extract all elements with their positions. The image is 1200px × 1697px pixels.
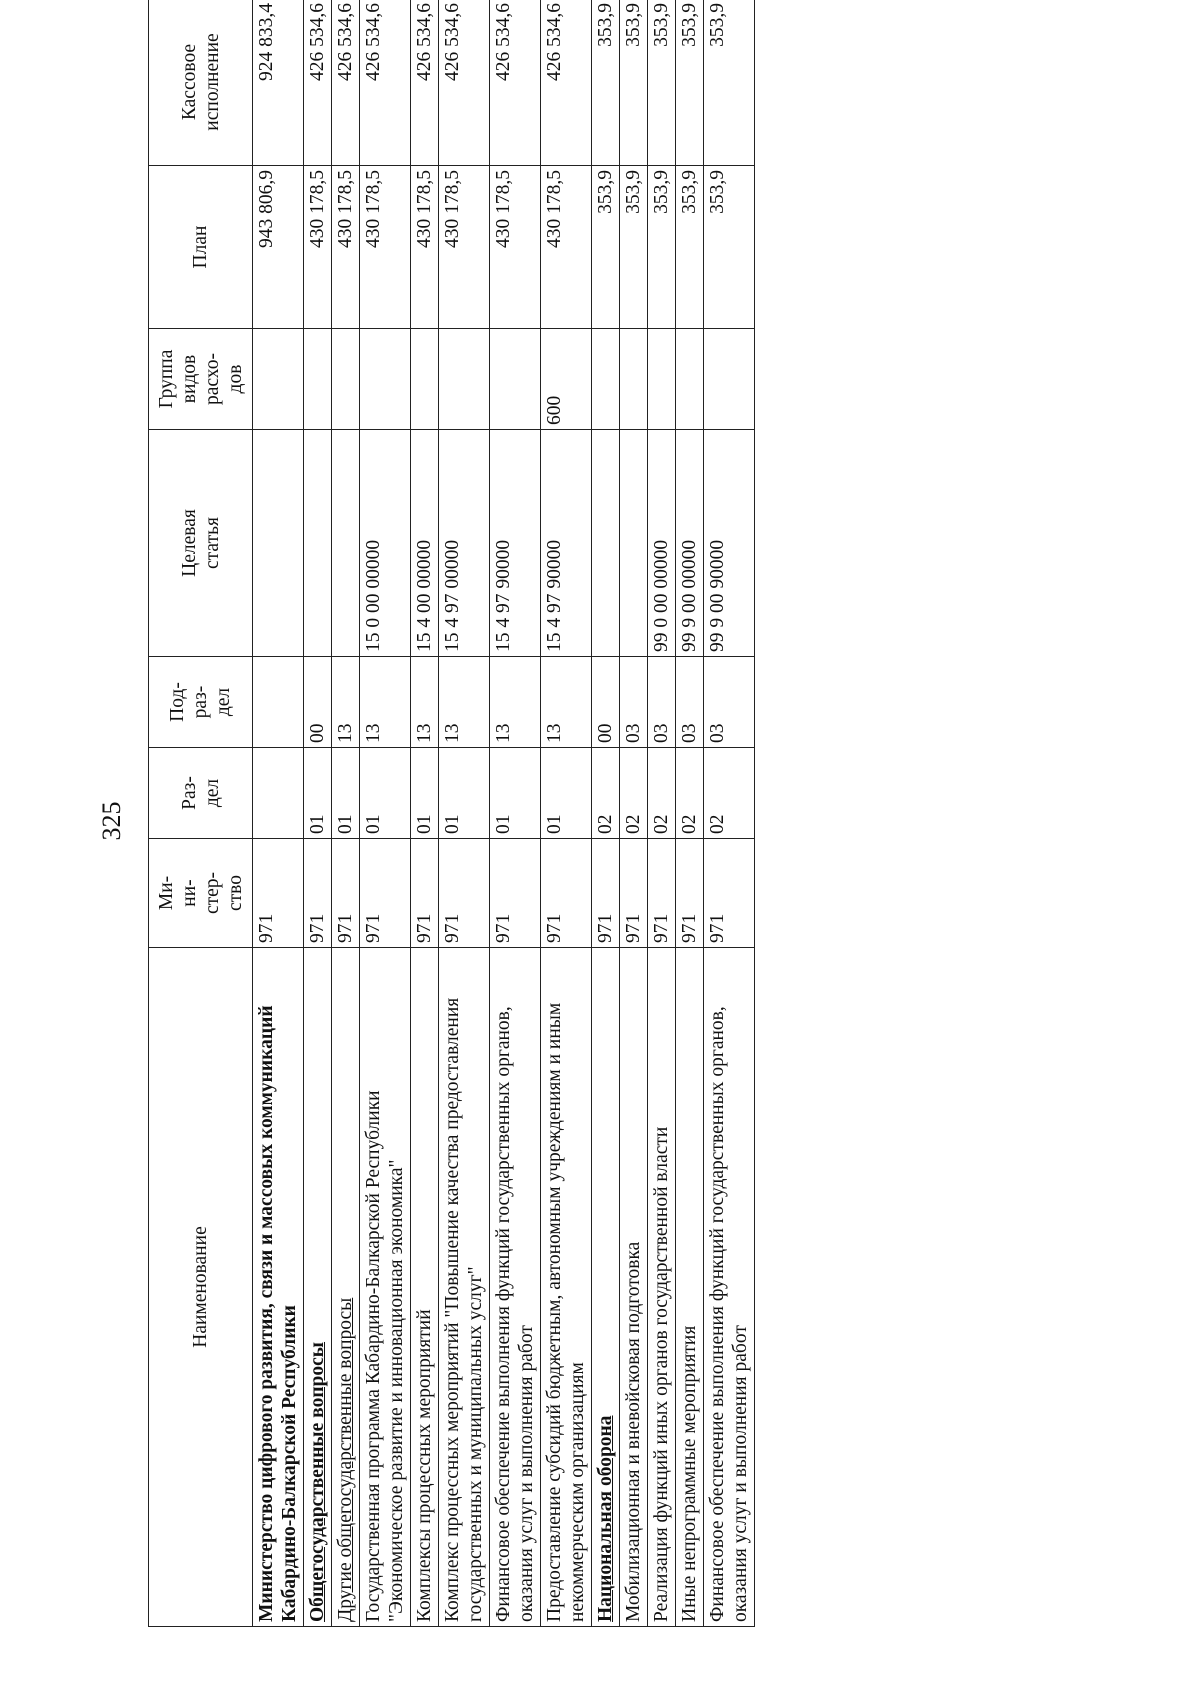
row-section: 02 xyxy=(676,748,704,839)
row-group xyxy=(592,329,620,430)
row-section: 01 xyxy=(360,748,411,839)
row-plan: 353,9 xyxy=(592,166,620,329)
row-target: 15 4 97 00000 xyxy=(439,430,490,657)
row-plan: 430 178,5 xyxy=(541,166,592,329)
header-subsection: Под- раз- дел xyxy=(149,657,253,748)
row-name xyxy=(360,948,411,1627)
row-plan: 353,9 xyxy=(704,166,755,329)
header-target: Целевая статья xyxy=(149,430,253,657)
row-name xyxy=(620,948,648,1627)
row-subsection: 00 xyxy=(304,657,332,748)
row-subsection: 13 xyxy=(490,657,541,748)
header-plan: План xyxy=(149,166,253,329)
row-subsection: 13 xyxy=(541,657,592,748)
row-group xyxy=(648,329,676,430)
row-section: 02 xyxy=(592,748,620,839)
row-plan: 430 178,5 xyxy=(439,166,490,329)
row-name xyxy=(490,948,541,1627)
row-execution: 353,9 xyxy=(648,0,676,166)
row-target: 15 4 97 90000 xyxy=(490,430,541,657)
table-row xyxy=(332,0,360,1627)
row-subsection: 00 xyxy=(592,657,620,748)
row-plan: 353,9 xyxy=(676,166,704,329)
row-name xyxy=(304,948,332,1627)
table-body xyxy=(253,0,755,1627)
row-section: 01 xyxy=(490,748,541,839)
row-plan: 943 806,9 xyxy=(253,166,304,329)
row-name xyxy=(676,948,704,1627)
table-row xyxy=(592,0,620,1627)
row-section: 01 xyxy=(439,748,490,839)
row-group xyxy=(411,329,439,430)
row-group xyxy=(676,329,704,430)
row-target: 15 4 00 00000 xyxy=(411,430,439,657)
row-execution: 353,9 xyxy=(620,0,648,166)
row-plan: 430 178,5 xyxy=(360,166,411,329)
row-target xyxy=(620,430,648,657)
row-subsection: 13 xyxy=(332,657,360,748)
row-execution: 426 534,6 xyxy=(490,0,541,166)
row-execution: 426 534,6 xyxy=(439,0,490,166)
row-ministry: 971 xyxy=(620,839,648,948)
table-row xyxy=(439,0,490,1627)
row-ministry: 971 xyxy=(490,839,541,948)
row-group: 600 xyxy=(541,329,592,430)
row-section: 02 xyxy=(620,748,648,839)
row-name xyxy=(648,948,676,1627)
row-target xyxy=(592,430,620,657)
row-ministry: 971 xyxy=(704,839,755,948)
row-execution: 353,9 xyxy=(704,0,755,166)
header-section: Раз- дел xyxy=(149,748,253,839)
row-name xyxy=(332,948,360,1627)
header-execution: Кассовое исполнение xyxy=(149,0,253,166)
header-ministry: Ми- ни- стер- ство xyxy=(149,839,253,948)
row-ministry: 971 xyxy=(541,839,592,948)
row-subsection: 03 xyxy=(620,657,648,748)
row-name xyxy=(411,948,439,1627)
row-name-text: Мобилизационная и вневойсковая подготовка xyxy=(623,1241,644,1622)
row-name-text: Реализация функций иных органов государственной власти xyxy=(651,1126,672,1622)
row-name-text: Другие общегосударственные вопросы xyxy=(335,1297,356,1622)
row-plan: 430 178,5 xyxy=(411,166,439,329)
row-subsection: 03 xyxy=(676,657,704,748)
row-target: 99 9 00 90000 xyxy=(704,430,755,657)
table-row xyxy=(253,0,304,1627)
row-ministry: 971 xyxy=(332,839,360,948)
row-group xyxy=(620,329,648,430)
row-name-text: Финансовое обеспечение выполнения функций государственных органов, оказания услуг и выполнения работ xyxy=(493,1006,537,1622)
row-target xyxy=(304,430,332,657)
row-execution: 924 833,4 xyxy=(253,0,304,166)
row-name-text: Предоставление субсидий бюджетным, автономным учреждениям и иным некоммерческим организациям xyxy=(544,1002,588,1622)
page-number: 325 xyxy=(97,801,126,841)
row-ministry: 971 xyxy=(253,839,304,948)
row-execution: 426 534,6 xyxy=(541,0,592,166)
row-target xyxy=(332,430,360,657)
row-target: 15 0 00 00000 xyxy=(360,430,411,657)
row-name xyxy=(704,948,755,1627)
row-group xyxy=(439,329,490,430)
row-group xyxy=(490,329,541,430)
row-name xyxy=(439,948,490,1627)
row-group xyxy=(704,329,755,430)
row-group xyxy=(360,329,411,430)
row-target: 99 9 00 00000 xyxy=(676,430,704,657)
row-execution: 353,9 xyxy=(676,0,704,166)
table-row xyxy=(648,0,676,1627)
row-target xyxy=(253,430,304,657)
row-section: 01 xyxy=(411,748,439,839)
row-execution: 426 534,6 xyxy=(360,0,411,166)
row-subsection: 03 xyxy=(704,657,755,748)
row-ministry: 971 xyxy=(411,839,439,948)
table-row xyxy=(490,0,541,1627)
row-execution: 353,9 xyxy=(592,0,620,166)
row-execution: 426 534,6 xyxy=(411,0,439,166)
row-name-text: Иные непрограммные мероприятия xyxy=(679,1325,700,1622)
row-plan: 353,9 xyxy=(620,166,648,329)
row-subsection: 13 xyxy=(411,657,439,748)
row-group xyxy=(332,329,360,430)
row-name-text: Комплексы процессных мероприятий xyxy=(414,1309,435,1622)
row-name xyxy=(541,948,592,1627)
row-name xyxy=(253,948,304,1627)
row-subsection xyxy=(253,657,304,748)
table-row xyxy=(411,0,439,1627)
row-plan: 430 178,5 xyxy=(332,166,360,329)
header-name: Наименование xyxy=(149,948,253,1627)
table-row xyxy=(676,0,704,1627)
row-plan: 430 178,5 xyxy=(490,166,541,329)
row-name-text: Министерство цифрового развития, связи и массовых коммуникаций Кабардино-Балкарской Республики xyxy=(256,1005,300,1622)
row-name-text: Государственная программа Кабардино-Балкарской Республики "Экономическое развитие и инновационная экономика" xyxy=(363,1090,407,1622)
row-group xyxy=(304,329,332,430)
table-row xyxy=(704,0,755,1627)
row-section: 02 xyxy=(704,748,755,839)
table-header-row xyxy=(149,0,253,1627)
row-group xyxy=(253,329,304,430)
row-name-text: Национальная оборона xyxy=(595,1415,616,1622)
row-ministry: 971 xyxy=(676,839,704,948)
row-execution: 426 534,6 xyxy=(304,0,332,166)
row-name-text: Общегосударственные вопросы xyxy=(307,1341,328,1622)
budget-table xyxy=(148,0,755,1627)
row-execution: 426 534,6 xyxy=(332,0,360,166)
row-subsection: 13 xyxy=(439,657,490,748)
row-target: 15 4 97 90000 xyxy=(541,430,592,657)
row-section: 01 xyxy=(332,748,360,839)
row-ministry: 971 xyxy=(439,839,490,948)
row-section: 01 xyxy=(541,748,592,839)
row-name-text: Комплекс процессных мероприятий "Повышение качества предоставления государственных и муниципальных услуг" xyxy=(442,997,486,1622)
row-ministry: 971 xyxy=(304,839,332,948)
row-name xyxy=(592,948,620,1627)
row-ministry: 971 xyxy=(360,839,411,948)
table-row xyxy=(304,0,332,1627)
row-plan: 430 178,5 xyxy=(304,166,332,329)
rotated-table-wrapper xyxy=(148,3,1018,1627)
table-row xyxy=(620,0,648,1627)
row-section: 01 xyxy=(304,748,332,839)
row-target: 99 0 00 00000 xyxy=(648,430,676,657)
row-section: 02 xyxy=(648,748,676,839)
row-subsection: 03 xyxy=(648,657,676,748)
table-row xyxy=(360,0,411,1627)
row-subsection: 13 xyxy=(360,657,411,748)
row-name-text: Финансовое обеспечение выполнения функций государственных органов, оказания услуг и выполнения работ xyxy=(707,1006,751,1622)
row-ministry: 971 xyxy=(648,839,676,948)
row-ministry: 971 xyxy=(592,839,620,948)
row-plan: 353,9 xyxy=(648,166,676,329)
table-row xyxy=(541,0,592,1627)
header-group: Группа видов расхо- дов xyxy=(149,329,253,430)
row-section xyxy=(253,748,304,839)
